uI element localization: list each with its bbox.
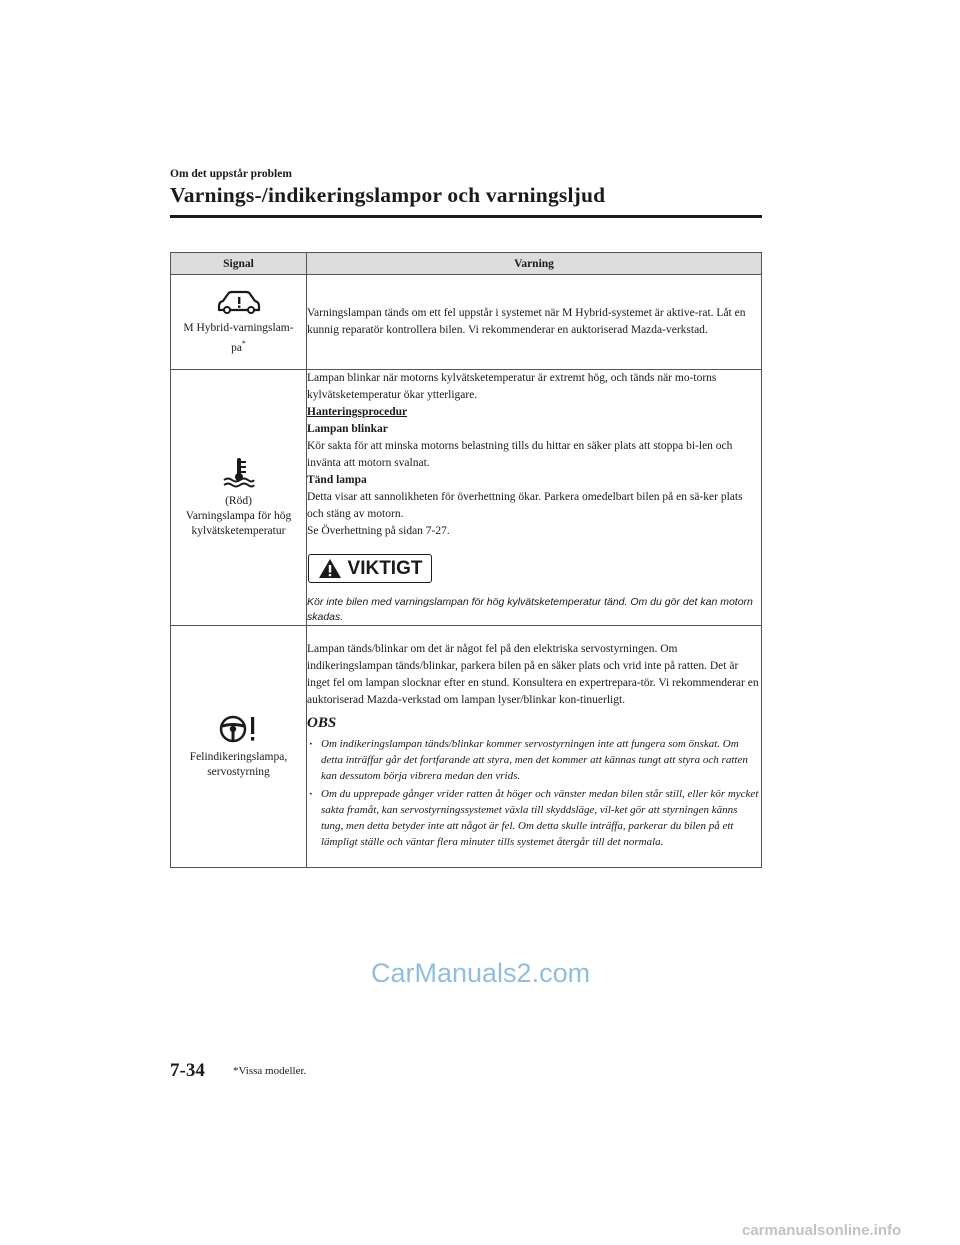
lit-heading: Tänd lampa <box>307 474 367 486</box>
page-title: Varnings-/indikeringslampor och varningsljud <box>170 183 606 207</box>
signal-label-line3: kylvätsketemperatur <box>191 525 286 537</box>
warning-text: Varningslampan tänds om ett fel uppstår i systemet när M Hybrid-systemet är aktive-rat. Låt en kunnig reparatör kontrollera bilen. Vi rekommenderar en auktoriserad Mazda-verkstad. <box>307 307 746 336</box>
blink-heading: Lampan blinkar <box>307 423 388 435</box>
section-label: Om det uppstår problem <box>170 168 292 180</box>
signal-cell <box>171 370 307 626</box>
warning-triangle-icon <box>318 558 342 579</box>
coolant-temperature-icon <box>222 456 256 488</box>
caution-text: Kör inte bilen med varningslampan för hög kylvätsketemperatur tänd. Om du gör det kan motorn skadas. <box>307 596 753 623</box>
watermark: CarManuals2.com <box>371 958 591 988</box>
warning-cell <box>307 275 762 370</box>
warning-text: Lampan tänds/blinkar om det är något fel på den elektriska servostyrningen. Om indikeringslampan tänds/blinkar, parkera bilen på en säker plats och vrid inte på ratten. Det är inget fel om lampan slocknar efter en stund. Konsultera en expertrepara-tör. Vi rekommenderar en auktoriserad Mazda-verkstad om lampan lyser/blinkar kon-tinuerligt. <box>307 643 759 706</box>
signal-cell <box>171 275 307 370</box>
column-header-warning: Varning <box>307 253 762 275</box>
warning-table <box>170 252 762 868</box>
signal-label-line2: pa* <box>231 338 246 354</box>
list-item: · Om du upprepade gånger vrider ratten åt höger och vänster medan bilen står still, eller kör mycket sakta framåt, kan servostyrningssystemet växla till skyddsläge, vil-ket gör att styrningen känns tung, men detta betyder inte att något är fel. Om detta skulle inträffa, parkerar du bilen på ett lämpligt ställe och väntar flera minuter tills systemet återgår till det normala. <box>307 786 761 850</box>
signal-label-line1: (Röd) <box>225 495 252 507</box>
signal-label-line1: M Hybrid-varningslam- <box>183 321 294 334</box>
column-header-signal: Signal <box>171 253 307 275</box>
warning-intro: Lampan blinkar när motorns kylvätsketemperatur är extremt hög, och tänds när mo-torns kylvätsketemperatur ökar ytterligare. <box>307 372 717 401</box>
procedure-heading: Hanteringsprocedur <box>307 406 408 418</box>
signal-label-line2: Varningslampa för hög <box>185 510 292 522</box>
table-row <box>171 370 762 626</box>
list-item: · Om indikeringslampan tänds/blinkar kommer servostyrningen inte att fungera som önskat. Om detta inträffar går det fortfarande att styra, men det kommer att kännas tungt att styra och ratten kan dessutom börja vibrera medan den vrids. <box>307 736 761 784</box>
note-heading: OBS <box>307 715 337 731</box>
blink-text: Kör sakta för att minska motorns belastning tills du hittar en säker plats att stoppa bi-len och invänta att motorn svalnat. <box>307 440 733 469</box>
signal-label-line1: Felindikeringslampa, <box>189 750 288 763</box>
table-row <box>171 275 762 370</box>
steering-wheel-warning-icon <box>218 714 260 744</box>
warning-cell <box>307 370 762 626</box>
warning-cell <box>307 626 762 868</box>
table-header-row <box>171 253 762 275</box>
page-number: 7-34 <box>170 1060 205 1081</box>
footnote: *Vissa modeller. <box>233 1065 307 1077</box>
signal-label-line2: servostyrning <box>207 765 270 778</box>
note-list <box>307 736 761 850</box>
footnote-marker: * <box>241 338 246 348</box>
caution-box <box>308 554 432 583</box>
signal-cell <box>171 626 307 868</box>
title-rule <box>170 215 762 218</box>
lit-text: Detta visar att sannolikheten för överhettning ökar. Parkera omedelbart bilen på en sä-ker plats och stäng av motorn. <box>307 491 743 520</box>
table-row <box>171 626 762 868</box>
see-reference: Se Överhettning på sidan 7-27. <box>307 525 450 537</box>
mhybrid-car-icon <box>216 289 262 315</box>
watermark-bottom: carmanualsonline.info <box>742 1222 902 1239</box>
caution-label: VIKTIGT <box>347 558 423 579</box>
